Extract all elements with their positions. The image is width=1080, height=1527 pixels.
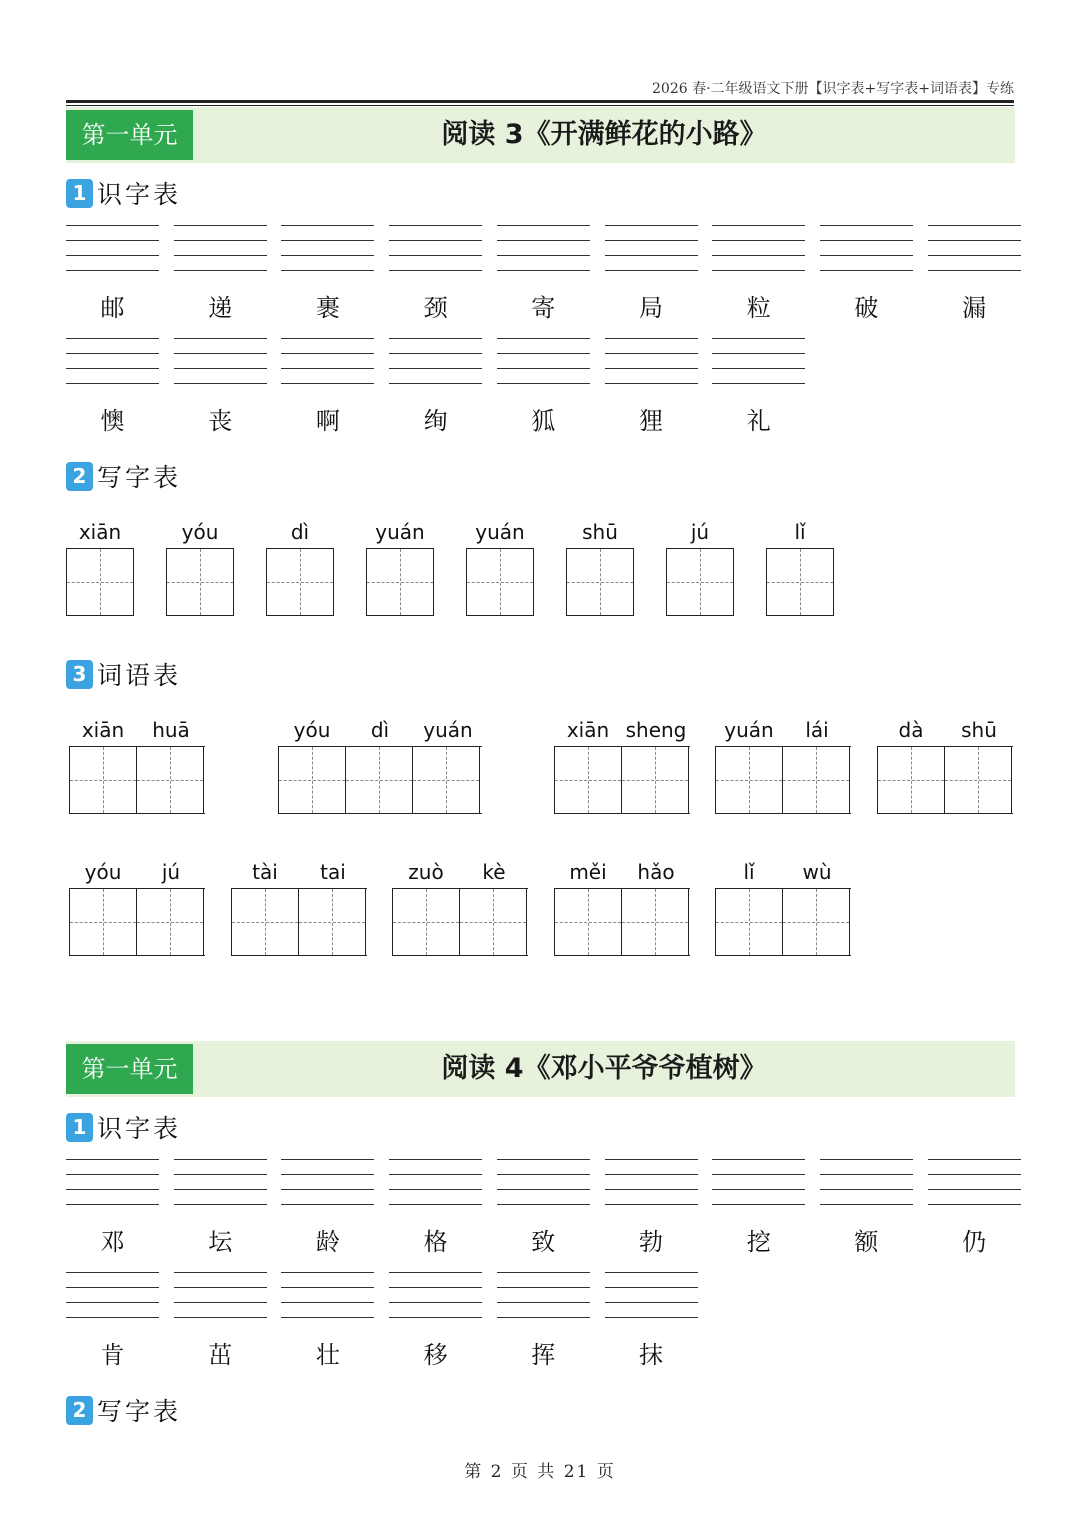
write-item [666,520,734,616]
writing-line [497,1317,590,1318]
writing-line [928,1204,1021,1205]
writing-line [174,1189,267,1190]
tianzige-box[interactable] [555,747,622,813]
writing-line [820,1174,913,1175]
section-recognize [66,1111,181,1143]
writing-line [66,240,159,241]
tianzige-box[interactable] [413,747,480,813]
writing-line [497,1302,590,1303]
writing-line [281,1174,374,1175]
writing-line [497,338,590,339]
writing-line [389,255,482,256]
pinyin-label: tai [320,860,346,884]
char-text: 破 [854,294,879,322]
char-text: 仍 [962,1228,987,1256]
writing-line [281,225,374,226]
char-item [497,338,590,448]
writing-line [497,255,590,256]
word-box-group [715,888,851,956]
writing-line [712,255,805,256]
char-text: 漏 [962,294,987,322]
writing-line [66,1189,159,1190]
pinyin-label: huā [152,718,190,742]
writing-line [389,1204,482,1205]
char-text: 额 [854,1228,879,1256]
pinyin-label: jú [161,860,181,884]
char-item [928,225,1021,335]
char-text: 致 [531,1228,556,1256]
writing-line [712,270,805,271]
pinyin-label: wù [802,860,832,884]
writing-line [174,1317,267,1318]
char-text: 颈 [423,294,448,322]
section-words [66,658,181,690]
tianzige-box[interactable] [766,548,834,616]
writing-line [497,353,590,354]
writing-line [605,1302,698,1303]
section-number-badge: 1 [66,179,93,208]
char-item [281,338,374,448]
char-text: 邮 [100,294,125,322]
lesson-title: 阅读 4《邓小平爷爷植树》 [441,1053,767,1084]
char-item [281,1272,374,1382]
writing-line [712,1174,805,1175]
writing-line [174,368,267,369]
char-text: 裹 [315,294,340,322]
writing-line [605,270,698,271]
char-text: 勃 [639,1228,663,1256]
tianzige-box[interactable] [555,889,622,955]
writing-line [174,1302,267,1303]
writing-line [389,353,482,354]
tianzige-box[interactable] [299,889,366,955]
writing-line [497,1174,590,1175]
char-text: 绚 [423,407,448,435]
pinyin-label: měi [569,860,607,884]
char-text: 移 [423,1341,448,1369]
word-item [69,860,205,956]
writing-line [605,1287,698,1288]
pinyin-label: yuán [475,520,525,544]
char-item [712,338,805,448]
tianzige-box[interactable] [393,889,460,955]
writing-line [174,1174,267,1175]
writing-line [389,270,482,271]
char-text: 局 [639,294,663,322]
pinyin-label: lǐ [743,860,755,884]
section-number-badge: 3 [66,660,93,689]
writing-line [174,383,267,384]
writing-line [605,255,698,256]
writing-line [389,1317,482,1318]
writing-line [497,1272,590,1273]
writing-line [928,225,1021,226]
tianzige-box[interactable] [232,889,299,955]
writing-line [497,1159,590,1160]
char-item [174,1272,267,1382]
word-box-group [278,746,482,814]
writing-line [281,270,374,271]
header-rule [66,100,1014,103]
writing-line [497,1204,590,1205]
writing-line [712,1189,805,1190]
write-item [166,520,234,616]
writing-line [66,1287,159,1288]
tianzige-box[interactable] [70,747,137,813]
writing-line [174,1204,267,1205]
tianzige-box[interactable] [622,889,689,955]
pinyin-label: lǐ [794,520,806,544]
tianzige-box[interactable] [346,747,413,813]
writing-line [281,1272,374,1273]
char-text: 挖 [746,1228,771,1256]
char-text: 递 [208,294,233,322]
char-text: 坛 [208,1228,233,1256]
pinyin-label: yuán [423,718,473,742]
writing-line [66,270,159,271]
char-item [605,1272,698,1382]
word-box-group [69,746,205,814]
pinyin-label: tài [252,860,278,884]
char-item [820,1159,913,1269]
pinyin-label: yuán [375,520,425,544]
writing-line [605,368,698,369]
writing-line [174,353,267,354]
writing-line [174,240,267,241]
writing-line [389,368,482,369]
writing-line [389,1189,482,1190]
writing-line [66,1159,159,1160]
writing-line [605,1189,698,1190]
writing-line [605,225,698,226]
writing-line [174,225,267,226]
writing-line [281,1204,374,1205]
writing-line [281,240,374,241]
writing-line [497,368,590,369]
word-item [392,860,528,956]
char-item [605,338,698,448]
char-item [174,338,267,448]
writing-line [389,1272,482,1273]
writing-line [928,1189,1021,1190]
section-title: 识字表 [97,1114,182,1143]
writing-line [605,383,698,384]
tianzige-box[interactable] [945,747,1012,813]
write-item [566,520,634,616]
char-item [389,338,482,448]
char-text: 抹 [639,1341,663,1369]
pinyin-label: yóu [84,860,122,884]
writing-line [712,225,805,226]
writing-line [389,383,482,384]
pinyin-label: yóu [181,520,219,544]
pinyin-label: dà [898,718,924,742]
char-item [497,1159,590,1269]
writing-line [605,338,698,339]
tianzige-box[interactable] [783,747,850,813]
writing-line [497,383,590,384]
tianzige-box[interactable] [460,889,527,955]
char-text: 龄 [315,1228,340,1256]
char-item [389,225,482,335]
writing-line [66,1272,159,1273]
writing-line [712,353,805,354]
tianzige-box[interactable] [666,548,734,616]
char-text: 懊 [100,407,125,435]
tianzige-box[interactable] [466,548,534,616]
writing-line [928,240,1021,241]
char-text: 壮 [315,1341,340,1369]
pinyin-label: xiān [566,718,610,742]
char-text: 格 [423,1228,448,1256]
writing-line [497,270,590,271]
pinyin-label: hǎo [637,860,675,884]
word-box-group [392,888,528,956]
char-item [281,225,374,335]
pinyin-label: zuò [408,860,444,884]
writing-line [712,1204,805,1205]
char-item [605,1159,698,1269]
word-item [278,718,482,814]
section-title: 写字表 [97,463,182,492]
char-text: 狸 [639,407,663,435]
pinyin-label: sheng [625,718,687,742]
section-title: 识字表 [97,180,182,209]
word-item [715,718,851,814]
writing-line [928,1174,1021,1175]
pinyin-label: shū [582,520,618,544]
tianzige-box[interactable] [66,548,134,616]
writing-line [66,1317,159,1318]
writing-line [66,1302,159,1303]
writing-line [174,1159,267,1160]
writing-line [281,1189,374,1190]
writing-line [605,1317,698,1318]
word-item [231,860,367,956]
pinyin-label: dì [370,718,390,742]
pinyin-label: yuán [724,718,774,742]
char-text: 茁 [208,1341,233,1369]
writing-line [820,240,913,241]
tianzige-box[interactable] [137,889,204,955]
word-box-group [554,746,690,814]
writing-line [389,1159,482,1160]
char-item [66,225,159,335]
tianzige-box[interactable] [622,747,689,813]
writing-line [281,338,374,339]
word-box-group [877,746,1013,814]
header-title: 2026 春·二年级语文下册【识字表+写字表+词语表】专练 [652,81,1014,97]
writing-line [281,368,374,369]
char-item [605,225,698,335]
section-number-badge: 2 [66,462,93,491]
char-text: 寄 [531,294,556,322]
writing-line [605,240,698,241]
char-item [66,338,159,448]
writing-line [174,338,267,339]
word-item [554,860,690,956]
char-item [497,225,590,335]
lesson-banner [66,1041,1015,1097]
char-text: 礼 [746,407,771,435]
writing-line [174,255,267,256]
writing-line [497,225,590,226]
char-item [174,1159,267,1269]
writing-line [928,255,1021,256]
writing-line [174,270,267,271]
writing-line [497,240,590,241]
pinyin-label: dì [290,520,310,544]
writing-line [389,1287,482,1288]
pinyin-label: xiān [78,520,122,544]
pinyin-label: yóu [293,718,331,742]
writing-line [281,353,374,354]
page-footer: 第 2 页 共 21 页 [464,1462,616,1482]
lesson-banner [66,107,1015,163]
tianzige-box[interactable] [716,747,783,813]
tianzige-box[interactable] [566,548,634,616]
writing-line [712,383,805,384]
write-item [266,520,334,616]
writing-line [66,368,159,369]
writing-line [66,225,159,226]
char-text: 狐 [531,407,556,435]
writing-line [605,1272,698,1273]
writing-line [820,1159,913,1160]
section-recognize [66,177,181,209]
word-item [554,718,690,814]
char-text: 丧 [208,407,233,435]
writing-line [820,225,913,226]
char-item [712,225,805,335]
section-write [66,460,181,492]
pinyin-label: lái [805,718,829,742]
char-item [281,1159,374,1269]
write-item [66,520,134,616]
word-box-group [715,746,851,814]
char-item [497,1272,590,1382]
word-item [69,718,205,814]
writing-line [174,1287,267,1288]
tianzige-box[interactable] [783,889,850,955]
writing-line [389,338,482,339]
writing-line [174,1272,267,1273]
char-text: 肯 [100,1341,125,1369]
header-rule-thin [66,105,1014,106]
char-item [712,1159,805,1269]
writing-line [389,225,482,226]
word-box-group [69,888,205,956]
word-item [715,860,851,956]
writing-line [605,1204,698,1205]
writing-line [712,338,805,339]
writing-line [389,1302,482,1303]
writing-line [928,1159,1021,1160]
pinyin-label: kè [482,860,506,884]
writing-line [820,1204,913,1205]
section-write [66,1394,181,1426]
section-title: 词语表 [97,661,182,690]
write-item [466,520,534,616]
writing-line [281,383,374,384]
writing-line [389,240,482,241]
writing-line [281,1287,374,1288]
tianzige-box[interactable] [279,747,346,813]
char-text: 粒 [746,294,771,322]
write-item [366,520,434,616]
writing-line [281,1159,374,1160]
section-number-badge: 1 [66,1113,93,1142]
writing-line [605,1159,698,1160]
writing-line [389,1174,482,1175]
char-text: 啊 [315,407,340,435]
writing-line [66,1174,159,1175]
writing-line [605,353,698,354]
writing-line [66,338,159,339]
writing-line [712,368,805,369]
writing-line [281,255,374,256]
tianzige-box[interactable] [266,548,334,616]
writing-line [66,1204,159,1205]
pinyin-label: shū [961,718,997,742]
unit-tag: 第一单元 [66,110,193,160]
tianzige-box[interactable] [878,747,945,813]
pinyin-label: jú [690,520,710,544]
writing-line [497,1189,590,1190]
pinyin-label: xiān [81,718,125,742]
writing-line [497,1287,590,1288]
word-box-group [231,888,367,956]
writing-line [820,255,913,256]
writing-line [605,1174,698,1175]
writing-line [928,270,1021,271]
tianzige-box[interactable] [137,747,204,813]
writing-line [820,1189,913,1190]
unit-tag: 第一单元 [66,1044,193,1094]
writing-line [66,353,159,354]
char-item [820,225,913,335]
tianzige-box[interactable] [166,548,234,616]
char-text: 挥 [531,1341,556,1369]
section-title: 写字表 [97,1397,182,1426]
lesson-title: 阅读 3《开满鲜花的小路》 [441,119,767,150]
char-item [389,1159,482,1269]
char-text: 邓 [100,1228,125,1256]
writing-line [281,1317,374,1318]
word-item [877,718,1013,814]
char-item [389,1272,482,1382]
writing-line [712,1159,805,1160]
write-item [766,520,834,616]
char-item [928,1159,1021,1269]
tianzige-box[interactable] [716,889,783,955]
word-box-group [554,888,690,956]
char-item [66,1159,159,1269]
writing-line [820,270,913,271]
writing-line [66,383,159,384]
writing-line [66,255,159,256]
tianzige-box[interactable] [70,889,137,955]
tianzige-box[interactable] [366,548,434,616]
writing-line [712,240,805,241]
char-item [66,1272,159,1382]
section-number-badge: 2 [66,1396,93,1425]
writing-line [281,1302,374,1303]
char-item [174,225,267,335]
